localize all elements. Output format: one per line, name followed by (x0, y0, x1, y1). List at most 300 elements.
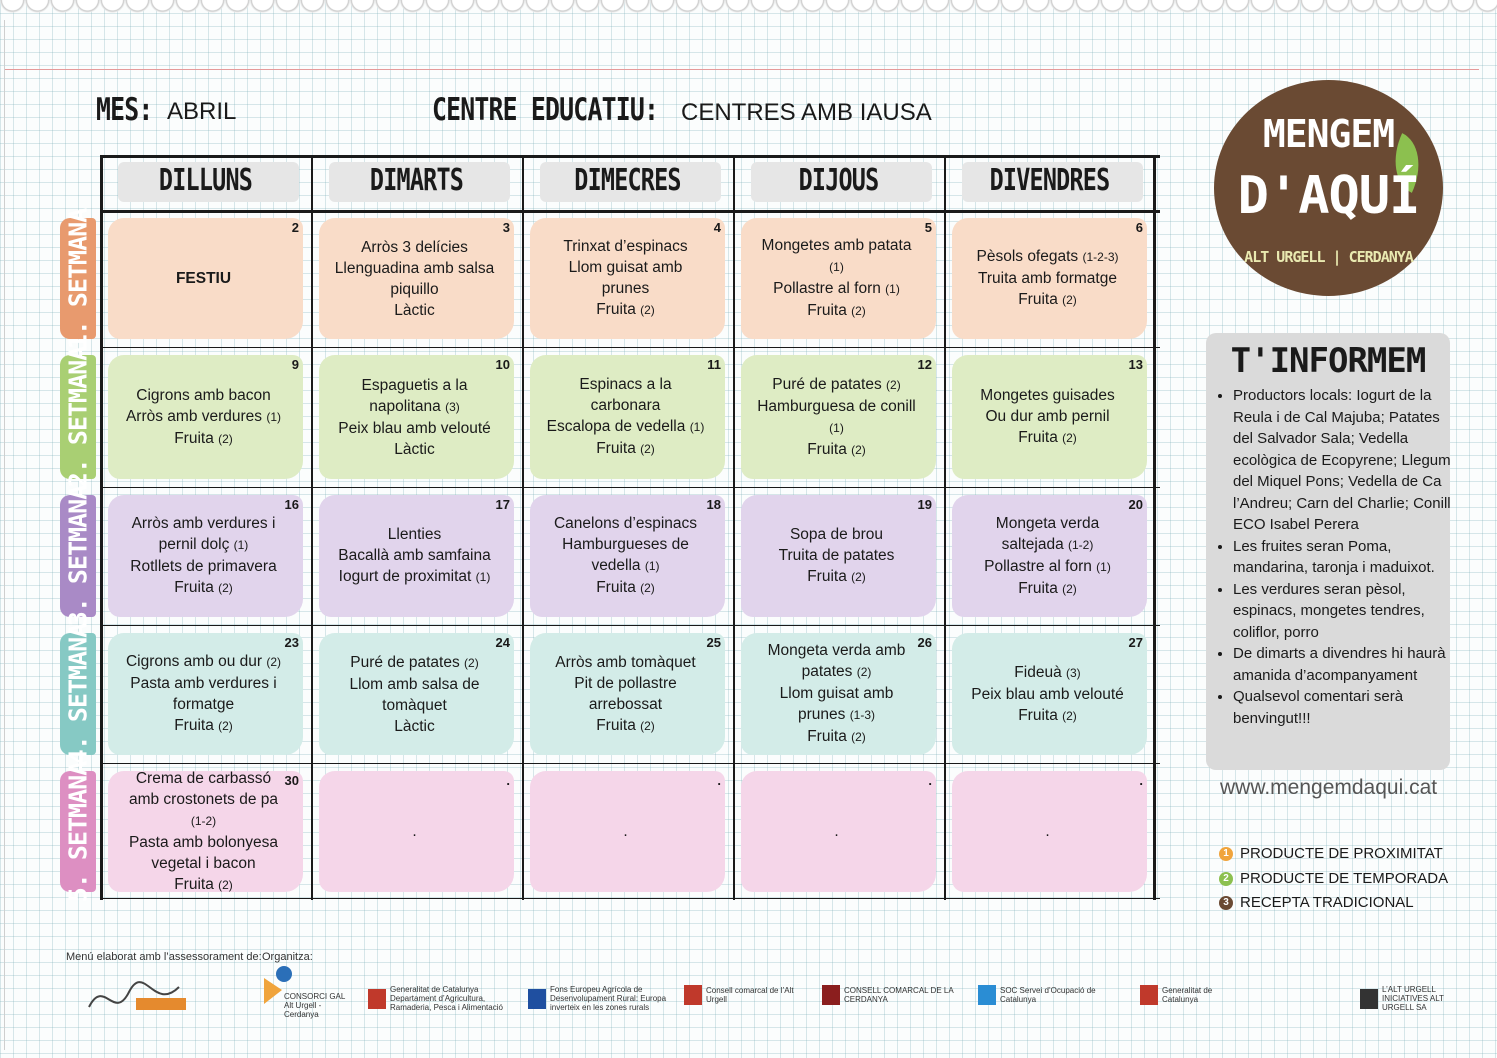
day-number: 19 (917, 497, 932, 512)
dish-list (954, 210, 1141, 347)
dish-tag: (1) (885, 282, 900, 296)
dish-name: pernil dolç (158, 536, 230, 553)
dish-line (369, 396, 460, 418)
dish-list (110, 487, 297, 625)
dish-line (136, 768, 271, 789)
dish-name: arrebossat (588, 695, 663, 713)
day-number: 11 (707, 357, 721, 372)
dish-name: saltejada (1001, 535, 1064, 553)
dish-name: Hamburgueses de (562, 536, 689, 553)
dish-list (110, 625, 297, 763)
dish-name: Fruita (174, 579, 214, 596)
sponsor-mark-icon (528, 989, 546, 1009)
dish-name: Truita de patates (778, 547, 895, 564)
dish-name: Espaguetis a la (361, 376, 468, 394)
dish-name: Fruita (596, 301, 636, 318)
info-item: • Productors locals: Iogurt de la Reula i de Cal Majuba; Patates del Salvador Sala; Vedella ecològica de Ecopyrene; Llegum del Miquel Pons; Vedella de Ca l’Andreu; Carn del Charlie; Conill ECO Isabel Perera (1233, 385, 1458, 536)
dish-name: Pasta amb bolonyesa (128, 833, 279, 851)
dish-line (388, 524, 441, 545)
dish-line (976, 246, 1118, 268)
dish-line (126, 651, 281, 673)
day-header (944, 155, 1155, 210)
dish-list (743, 210, 930, 347)
dish-name: vedella (591, 557, 641, 574)
dish-line (807, 439, 866, 461)
legend-number-icon: 1 (1219, 847, 1233, 861)
dish-name: Fruita (1018, 579, 1058, 597)
dish-line (807, 566, 866, 588)
day-number: 9 (291, 357, 299, 372)
dish-line (1018, 578, 1077, 600)
dish-name: . (412, 823, 417, 840)
sponsor-name: Generalitat de Catalunya Departament d’Agricultura, Ramaderia, Pesca i Alimentació (390, 985, 503, 1012)
dish-name: Fruita (596, 579, 636, 596)
dish-name: Fruita (807, 568, 847, 585)
dish-name: Pit de pollastre (574, 674, 677, 692)
dish-list (532, 763, 719, 900)
menu-cell (100, 487, 311, 625)
dish-name: Arròs 3 delícies (361, 238, 468, 256)
day-number: 16 (284, 497, 299, 512)
dish-name: Hamburguesa de conill (757, 397, 916, 415)
dish-line (130, 673, 276, 694)
dish-name: Fruita (174, 717, 214, 734)
sponsor-logo (1360, 985, 1444, 1012)
dish-line (807, 300, 866, 322)
dish-line (174, 577, 233, 599)
dish-name: Làctic (394, 440, 435, 458)
dish-name: carbonara (590, 397, 661, 414)
dish-name: Mongeta verda (995, 514, 1100, 532)
dish-line (191, 810, 216, 832)
day-name: DILLUNS (158, 163, 253, 198)
dish-name: Iogurt de proximitat (338, 568, 472, 585)
dish-line (790, 524, 883, 545)
dish-list (321, 347, 508, 487)
day-number: 2 (291, 220, 299, 235)
sponsor-name: L’ALT URGELL INICIATIVES ALT URGELL SA (1382, 985, 1444, 1012)
dish-tag: (2) (1062, 708, 1077, 723)
dish-list (954, 347, 1141, 487)
dish-name: Fideuà (1014, 663, 1062, 681)
day-number: 12 (917, 357, 932, 372)
dish-name: Pollastre al forn (773, 280, 881, 297)
menu-cell (944, 487, 1155, 625)
dish-list (532, 210, 719, 347)
day-number: 17 (495, 497, 510, 512)
dish-line (1002, 534, 1094, 556)
dish-line (780, 683, 894, 704)
day-name: DIJOUS (798, 163, 879, 198)
dish-line (574, 673, 677, 694)
dish-name: Mongetes guisades (980, 387, 1115, 404)
dish-name: Cigrons amb ou dur (125, 653, 263, 670)
dish-name: Fruita (1018, 706, 1058, 724)
dish-tag: (2) (851, 730, 866, 744)
dish-name: . (834, 823, 839, 840)
menu-cell (944, 347, 1155, 487)
dish-name: Espinacs a la (579, 376, 672, 393)
dish-name: Trinxat d’espinacs (563, 238, 688, 255)
day-number: 27 (1128, 635, 1143, 650)
dish-line (562, 534, 689, 555)
dish-line (579, 374, 671, 395)
dish-list (321, 487, 508, 625)
sponsor-logo (528, 985, 668, 1012)
dish-line (980, 385, 1114, 406)
alicia-signature-logo (84, 972, 194, 1024)
menu-cell (311, 347, 522, 487)
menu-cell (311, 625, 522, 763)
day-number: 25 (706, 635, 721, 650)
sponsor-logo (684, 985, 804, 1005)
grid-row-line (100, 210, 1160, 213)
menu-calendar (100, 155, 1160, 900)
dish-name: Sopa de brou (789, 526, 884, 543)
dish-list (532, 487, 719, 625)
dish-line (174, 428, 233, 450)
advice-label: Menú elaborat amb l’assessorament de: (66, 951, 262, 963)
dish-tag: (3) (1066, 665, 1081, 680)
menu-cell (733, 625, 944, 763)
month-label: MES: (96, 92, 153, 128)
dish-name: Mongetes amb patata (761, 237, 912, 254)
dish-name: . (623, 823, 628, 840)
dish-tag: (2) (851, 304, 866, 318)
dish-line (338, 545, 491, 566)
day-header (311, 155, 522, 210)
dish-line (1018, 705, 1077, 727)
dish-name: Arròs amb verdures i (131, 515, 276, 532)
day-number: 20 (1128, 497, 1143, 512)
menu-cell (100, 210, 311, 347)
dish-name: FESTIU (175, 270, 232, 287)
week-label: 5. SETMANA (63, 761, 93, 902)
legend-label: RECEPTA TRADICIONAL (1240, 894, 1414, 911)
sponsor-mark-icon (978, 985, 996, 1005)
dish-list (321, 625, 508, 763)
day-number: . (928, 773, 932, 788)
day-number: 26 (917, 635, 932, 650)
dish-tag: (2) (851, 442, 866, 457)
dish-name: Canelons d’espinacs (553, 515, 698, 532)
dish-tag: (2) (640, 303, 655, 317)
dish-line (338, 418, 491, 439)
dish-tag: (1) (266, 409, 282, 424)
dish-line (772, 374, 900, 396)
dish-name: Bacallà amb samfaina (338, 547, 491, 564)
dish-line (591, 395, 661, 416)
dish-name: Pèsols ofegats (976, 248, 1079, 265)
day-number: 10 (495, 357, 510, 372)
dish-list (743, 487, 930, 625)
dish-name: Arròs amb tomàquet (555, 653, 696, 671)
grid-row-line (100, 347, 1160, 348)
dish-name: Pasta amb verdures i (130, 675, 277, 692)
dish-name: Fruita (596, 440, 636, 457)
month-value: ABRIL (167, 98, 237, 125)
dish-list (110, 210, 297, 347)
dish-name: Fruita (1018, 429, 1058, 446)
dish-name: Làctic (394, 717, 435, 735)
legend-label: PRODUCTE DE TEMPORADA (1240, 869, 1449, 887)
sponsor-name: Consell comarcal de l’Alt Urgell (706, 986, 794, 1004)
dish-line (394, 439, 435, 460)
dish-name: Llenties (387, 526, 442, 543)
day-number: 24 (495, 635, 510, 650)
info-item: • De dimarts a divendres hi haurà amanida d’acompanyament (1233, 643, 1458, 686)
day-name: DIVENDRES (989, 163, 1110, 198)
menu-cell (944, 763, 1155, 900)
dish-tag: (3) (445, 399, 460, 414)
dish-name: napolitana (369, 397, 441, 415)
dish-line (996, 513, 1099, 534)
day-number: 3 (502, 220, 510, 235)
dish-line (554, 513, 697, 534)
day-number: 6 (1135, 220, 1143, 235)
dish-tag: (1-2) (190, 813, 217, 828)
day-number: . (717, 773, 721, 788)
dish-name: Escalopa de vedella (546, 418, 686, 435)
dish-line (589, 694, 662, 715)
dish-line (132, 513, 276, 534)
sponsor-logo (822, 985, 962, 1005)
dish-line (394, 716, 435, 737)
sponsor-name: SOC Servei d’Ocupació de Catalunya (1000, 986, 1096, 1004)
dish-line (555, 652, 695, 673)
dish-tag: (1) (829, 260, 844, 274)
dish-line (779, 545, 895, 566)
sponsor-mark-icon (1360, 989, 1378, 1009)
grid-row-line (100, 763, 1160, 764)
website-link[interactable]: www.mengemdaqui.cat (1220, 776, 1438, 799)
dish-line (174, 715, 233, 737)
dish-line (362, 375, 468, 396)
dish-name: Puré de patates (772, 375, 882, 393)
sponsor-logo (1140, 985, 1240, 1005)
dish-list (743, 625, 930, 763)
dish-tag: (2) (218, 581, 233, 595)
dish-name: Pollastre al forn (984, 557, 1092, 575)
dish-name: Truita amb formatge (978, 270, 1117, 287)
grid-row-line (100, 155, 1160, 158)
dish-name: Fruita (596, 716, 636, 734)
menu-cell (733, 210, 944, 347)
week-label: 3. SETMANA (63, 485, 93, 627)
dish-name: Arròs amb verdures (125, 407, 263, 425)
info-item: • Les fruites seran Poma, mandarina, taronja i maduixot. (1233, 536, 1458, 579)
week-tab (60, 208, 96, 349)
dish-line (339, 566, 491, 588)
dish-tag: (2) (640, 442, 655, 456)
grid-column-line (733, 155, 735, 900)
dish-list (743, 347, 930, 487)
dish-line (349, 674, 479, 695)
dish-name: tomàquet (382, 696, 447, 714)
legend-number-icon: 3 (1219, 896, 1233, 910)
dish-tag: (2) (218, 877, 233, 892)
dish-line (1014, 662, 1080, 684)
menu-cell (311, 210, 522, 347)
dish-line (762, 235, 912, 256)
dish-line (829, 256, 844, 278)
dish-name: piquillo (390, 280, 439, 298)
dish-line (773, 278, 900, 300)
dish-line (1018, 289, 1077, 311)
dish-name: Mongeta verda amb (767, 642, 906, 659)
dish-name: amb crostonets de pa (128, 790, 279, 808)
dish-name: Crema de carbassó (135, 769, 272, 787)
dish-line (563, 236, 687, 257)
dish-list (954, 763, 1141, 900)
dish-name: Rotllets de primavera (130, 558, 277, 575)
sponsor-mark-icon (1140, 985, 1158, 1005)
legend-item (1219, 842, 1448, 867)
grid-row-line (100, 487, 1160, 488)
dish-list (321, 763, 508, 900)
week-label: 2. SETMANA (63, 346, 93, 488)
dish-tag: (2) (1062, 293, 1077, 307)
spiral-holes (0, 0, 1497, 24)
dish-line (807, 726, 866, 748)
day-number: 30 (284, 773, 299, 788)
sponsor-name: CONSELL COMARCAL DE LA CERDANYA (844, 986, 954, 1004)
dish-line (978, 268, 1117, 289)
day-number: 13 (1128, 357, 1143, 372)
menu-cell (311, 763, 522, 900)
dish-line (596, 299, 655, 321)
logo-line-2: D'AQUÍ (1237, 166, 1420, 226)
dish-line (829, 417, 844, 439)
dish-tag: (2) (1062, 431, 1077, 445)
dish-name: Fruita (807, 440, 847, 458)
week-tab (60, 623, 96, 765)
week-label: 1. SETMANA (63, 208, 93, 349)
sponsor-logo (978, 985, 1118, 1005)
menu-cell (311, 487, 522, 625)
dish-line (136, 385, 270, 406)
grid-column-line (522, 155, 524, 900)
dish-line (176, 268, 231, 289)
info-title: T'INFORMEM (1230, 341, 1426, 381)
dish-name: prunes (797, 706, 846, 723)
legend-number-icon: 2 (1219, 872, 1233, 886)
dish-line (547, 416, 705, 438)
dish-line (151, 853, 255, 874)
grid-column-line (1153, 155, 1156, 900)
menu-cell (733, 487, 944, 625)
dish-tag: (2) (640, 581, 655, 595)
dish-name: Fruita (807, 728, 847, 745)
dish-line (596, 438, 655, 460)
school-value: CENTRES AMB IAUSA (681, 99, 932, 126)
mengem-daqui-logo (1214, 80, 1443, 296)
dish-tag: (1-2) (1068, 537, 1094, 552)
dish-name: Llom amb salsa de (349, 675, 480, 693)
dish-line (335, 258, 494, 279)
grid-row-line (100, 625, 1160, 626)
dish-line (591, 555, 659, 577)
grid-row-line (100, 898, 1160, 899)
dish-name: Llenguadina amb salsa (334, 259, 495, 277)
dish-line (129, 789, 278, 810)
day-number: . (506, 773, 510, 788)
legend-item (1219, 867, 1448, 892)
dish-line (1045, 821, 1049, 842)
menu-cell (522, 625, 733, 763)
menu-cell (522, 763, 733, 900)
day-number: . (1139, 773, 1143, 788)
left-edge-line (4, 20, 5, 1050)
dish-name: formatge (172, 696, 235, 713)
dish-tag: (2) (640, 718, 655, 733)
dish-line (834, 821, 838, 842)
organiza-label: Organitza: (262, 951, 313, 963)
sponsor-logo (368, 985, 508, 1012)
dish-list (321, 210, 508, 347)
dish-line (768, 640, 906, 661)
dish-line (971, 684, 1124, 705)
sponsor-name: Generalitat de Catalunya (1162, 986, 1213, 1004)
dish-line (173, 694, 234, 715)
dish-tag: (1) (1096, 559, 1111, 574)
day-header (733, 155, 944, 210)
grid-column-line (311, 155, 313, 900)
menu-cell (522, 347, 733, 487)
dish-list (110, 763, 297, 900)
menu-cell (100, 625, 311, 763)
dish-line (390, 279, 438, 300)
menu-cell (100, 347, 311, 487)
dish-tag: (1) (233, 538, 249, 552)
dish-line (361, 237, 468, 258)
logo-line-3: ALT URGELL | CERDANYA (1244, 248, 1413, 266)
day-number: 23 (284, 635, 299, 650)
dish-line (757, 396, 916, 417)
dish-name: Llom guisat amb (779, 685, 894, 702)
menu-cell (733, 347, 944, 487)
dish-tag: (1) (689, 420, 705, 434)
dish-tag: (2) (886, 377, 901, 392)
dish-tag: (1-2-3) (1082, 250, 1119, 264)
legend-item (1219, 891, 1448, 916)
dish-name: Fruita (1018, 291, 1058, 308)
grid-column-line (944, 155, 946, 900)
dish-line (596, 715, 655, 737)
dish-line (129, 832, 278, 853)
dish-tag: (2) (856, 665, 872, 679)
week-tab (60, 346, 96, 488)
info-item: • Qualsevol comentari serà benvingut!!! (1233, 686, 1458, 729)
dish-tag: (2) (218, 719, 233, 733)
dish-name: Llom guisat amb (568, 259, 683, 276)
dish-line (126, 406, 281, 428)
dish-name: Cigrons amb bacon (136, 386, 271, 404)
legend-label: PRODUCTE DE PROXIMITAT (1240, 845, 1443, 862)
day-number: 5 (924, 220, 932, 235)
sponsor-mark-icon (368, 989, 386, 1009)
dish-line (623, 821, 627, 842)
day-number: 4 (713, 220, 721, 235)
dish-name: . (1045, 823, 1050, 840)
dish-name: Peix blau amb velouté (338, 419, 491, 437)
dish-line (350, 652, 478, 674)
dish-line (985, 406, 1109, 427)
dish-tag: (2) (1062, 581, 1077, 596)
menu-cell (522, 210, 733, 347)
dish-name: Fruita (174, 875, 214, 893)
dish-line (569, 257, 683, 278)
